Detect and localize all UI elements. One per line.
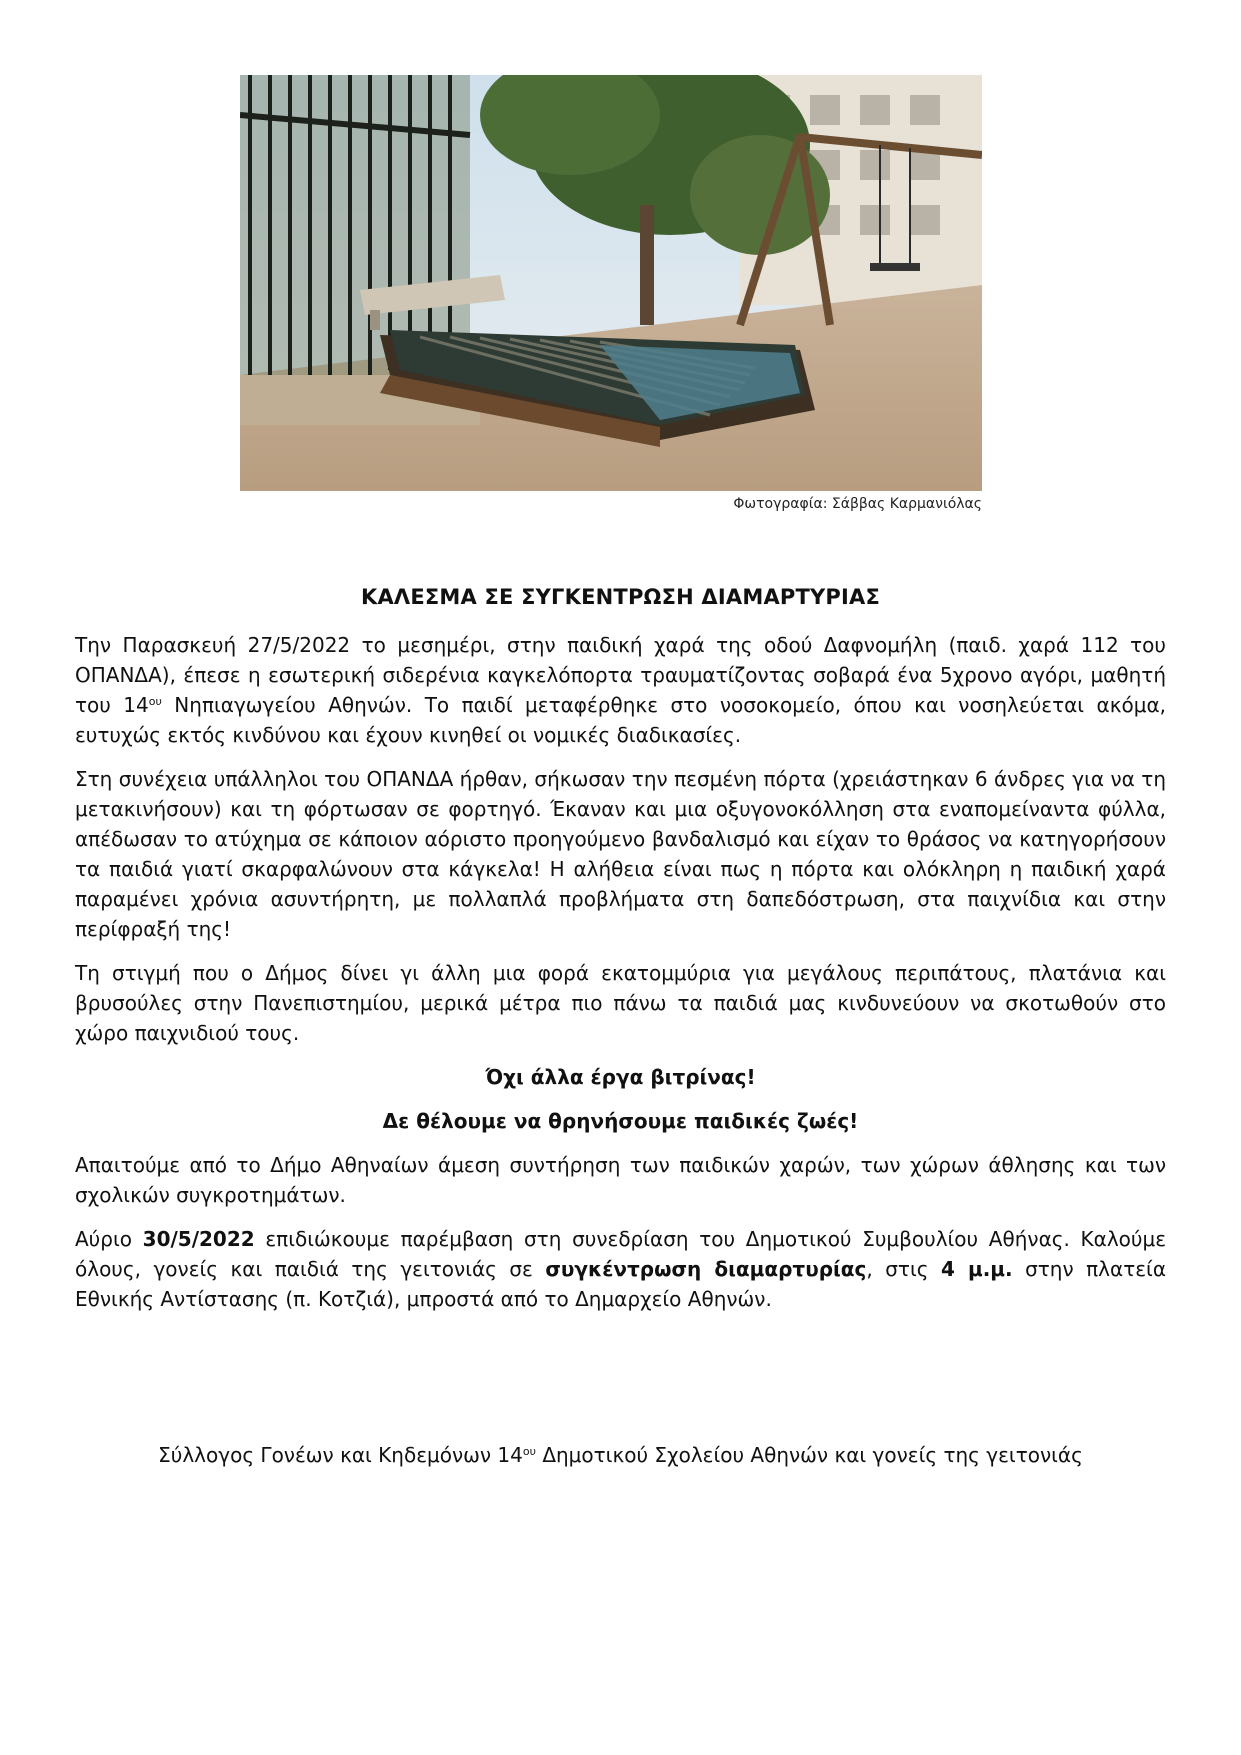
protest-event: συγκέντρωση διαμαρτυρίας [545,1257,867,1281]
paragraph-aftermath: Στη συνέχεια υπάλληλοι του ΟΠΑΝΔΑ ήρθαν, σήκωσαν την πεσμένη πόρτα (χρειάστηκαν 6 άνδρες για να τη μετακινήσουν) και τη φόρτωσαν σε φορτηγό. Έκαναν και μια οξυγονοκόλληση στα εναπομείναντα φύλλα, απέδωσαν το ατύχημα σε κάποιον αόριστο προηγούμενο βανδαλισμό και είχαν το θράσος να κατηγορήσουν τα παιδιά γιατί σκαρφαλώνουν στα κάγκελα! Η αλήθεια είναι πως η πόρτα και ολόκληρη η παιδική χαρά παραμένει χρόνια ασυντήρητη, με πολλαπλά προβλήματα στη δαπεδόστρωση, στα παιχνίδια και στην περίφραξή της! [75,767,1166,941]
page-title: ΚΑΛΕΣΜΑ ΣΕ ΣΥΓΚΕΝΤΡΩΣΗ ΔΙΑΜΑΡΤΥΡΙΑΣ [360,585,881,609]
paragraph-municipality: Τη στιγμή που ο Δήμος δίνει γι άλλη μια φορά εκατομμύρια για μεγάλους περιπάτους, πλατάνια και βρυσούλες στην Πανεπιστημίου, μερικά μέτρα πιο πάνω τα παιδιά μας κινδυνεύουν να σκοτωθούν στο χώρο παιχνιδιού τους. [75,961,1166,1045]
photo-caption: Φωτογραφία: Σάββας Καρμανιόλας [733,496,982,512]
slogan-no-showcase-works: Όχι άλλα έργα βιτρίνας! [485,1065,756,1089]
slogan-children-lives: Δε θέλουμε να θρηνήσουμε παιδικές ζωές! [382,1109,859,1133]
letter-body [75,630,1166,1328]
paragraph-call: Αύριο 30/5/2022 επιδιώκουμε παρέμβαση στη συνεδρίαση του Δημοτικού Συμβουλίου Αθήνας. Καλούμε όλους, γονείς και παιδιά της γειτονιάς σε συγκέντρωση διαμαρτυρίας, στις 4 μ.μ. στην πλατεία Εθνικής Αντίστασης (π. Κοτζιά), μπροστά από το Δημαρχείο Αθηνών. [75,1227,1167,1311]
signature: Σύλλογος Γονέων και Κηδεμόνων $14^{o\upsilon}$ Δημοτικού Σχολείου Αθηνών και γονείς της γειτονιάς [158,1443,1083,1467]
protest-date: 30/5/2022 [142,1227,255,1251]
playground-photo [240,75,982,491]
protest-time: 4 μ.μ. [940,1257,1013,1281]
paragraph-demand: Απαιτούμε από το Δήμο Αθηναίων άμεση συντήρηση των παιδικών χαρών, των χώρων άθλησης και των σχολικών συγκροτημάτων. [75,1153,1166,1207]
photo-playground-fallen-gate-icon [240,75,982,491]
paragraph-incident: Την Παρασκευή 27/5/2022 το μεσημέρι, στην παιδική χαρά της οδού Δαφνομήλη (παιδ. χαρά 112 του ΟΠΑΝΔΑ), έπεσε η εσωτερική σιδερένια καγκελόπορτα τραυματίζοντας σοβαρά ένα 5χρονο αγόρι, μαθητή του $14^{o\upsilon}$ Νηπιαγωγείου Αθηνών. Το παιδί μεταφέρθηκε στο νοσοκομείο, όπου και νοσηλεύεται ακόμα, ευτυχώς εκτός κινδύνου και έχουν κινηθεί οι νομικές διαδικασίες. [75,633,1166,747]
